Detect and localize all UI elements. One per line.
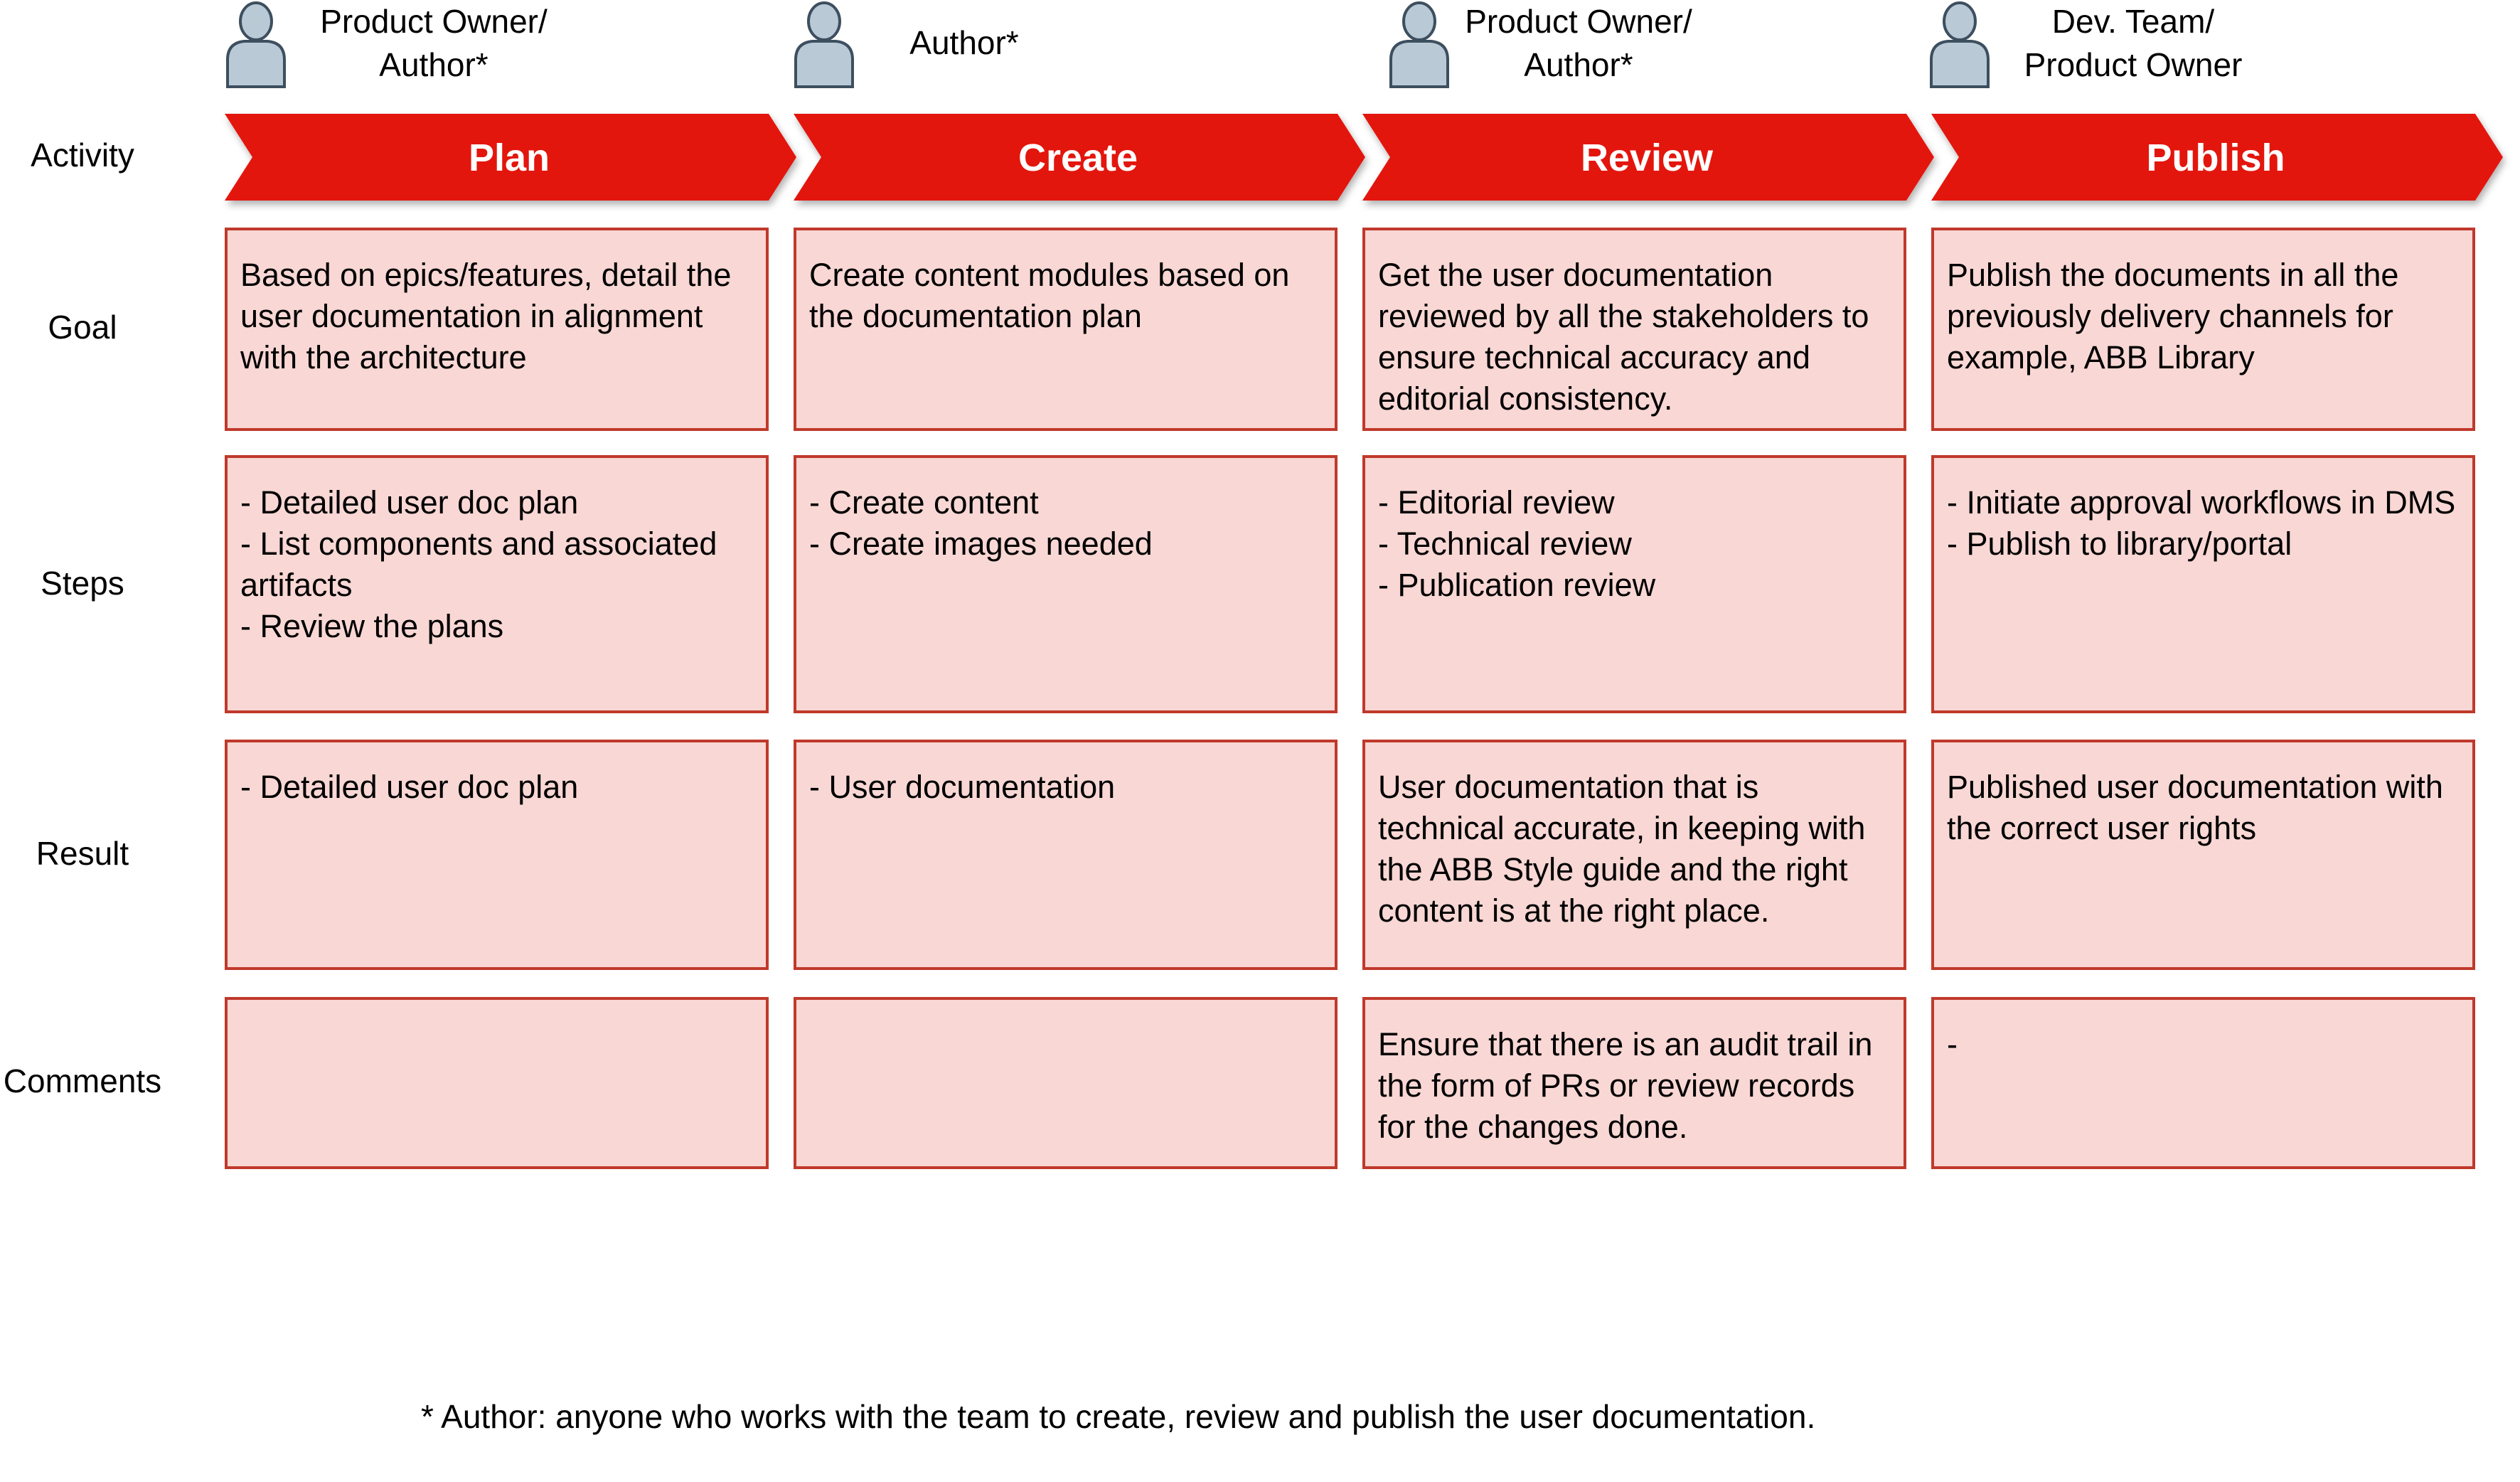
row-label-goal: Goal [48,309,117,346]
role-label-review: Product Owner/ Author* [1465,3,1692,83]
activity-chevron-row [0,0,2520,213]
result-cell-publish: Published user documentation with the correct user rights [1931,740,2475,970]
result-cell-plan: - Detailed user doc plan [225,740,769,970]
steps-cell-plan: - Detailed user doc plan - List components and associated artifacts - Review the plans [225,455,769,713]
comments-cell-plan [225,997,769,1169]
steps-cell-review: - Editorial review - Technical review - Publication review [1362,455,1906,713]
result-cell-review: User documentation that is technical accurate, in keeping with the ABB Style guide and the right content is at the right place. [1362,740,1906,970]
row-label-comments: Comments [3,1062,162,1099]
steps-cell-publish: - Initiate approval workflows in DMS - Publish to library/portal [1931,455,2475,713]
comments-cell-create [794,997,1338,1169]
role-label-create: Author* [909,24,1019,61]
role-label-publish: Dev. Team/ Product Owner [2024,3,2243,83]
goal-cell-review: Get the user documentation reviewed by all the stakeholders to ensure technical accuracy and editorial consistency. [1362,228,1906,431]
activity-publish-label: Publish [2146,137,2285,179]
goal-cell-create: Create content modules based on the documentation plan [794,228,1338,431]
comments-cell-review: Ensure that there is an audit trail in the form of PRs or review records for the changes done. [1362,997,1906,1169]
row-label-steps: Steps [41,565,124,602]
result-cell-create: - User documentation [794,740,1338,970]
comments-cell-publish: - [1931,997,2475,1169]
activity-review-label: Review [1580,137,1714,179]
row-label-activity: Activity [31,137,134,174]
row-label-result: Result [36,835,129,872]
footnote: * Author: anyone who works with the team to create, review and publish the user documentation. [421,1398,1816,1435]
role-label-plan: Product Owner/ Author* [320,3,548,83]
activity-create-label: Create [1018,137,1138,179]
goal-cell-plan: Based on epics/features, detail the user documentation in alignment with the architecture [225,228,769,431]
goal-cell-publish: Publish the documents in all the previously delivery channels for example, ABB Library [1931,228,2475,431]
activity-plan-label: Plan [468,137,550,179]
steps-cell-create: - Create content - Create images needed [794,455,1338,713]
